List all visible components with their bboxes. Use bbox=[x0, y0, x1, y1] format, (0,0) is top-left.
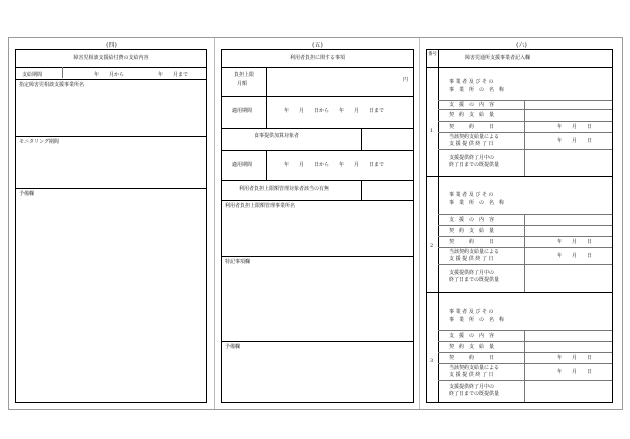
user-burden-table bbox=[221, 49, 414, 403]
office-name-label-2: 事 業 所 の 名 称 bbox=[449, 87, 505, 93]
divider bbox=[438, 149, 612, 150]
support-content-label: 支 援 の 内 容 bbox=[449, 217, 495, 223]
contract-date-value: 年 月 日 bbox=[557, 124, 593, 130]
panel-user-burden bbox=[214, 38, 420, 409]
panel-title: (五) bbox=[312, 42, 323, 49]
end-date-label: 当該契約支給量による bbox=[449, 365, 500, 371]
provider-entry-table bbox=[426, 49, 613, 403]
applicable-period: 年 月 日から 年 月 日まで bbox=[284, 108, 385, 114]
remaining-label: 支援提供終了月中の bbox=[449, 155, 495, 161]
special-label: 特記事項欄 bbox=[225, 259, 251, 265]
manage-office-label: 利用者負担上限額管理事業所名 bbox=[225, 203, 296, 209]
remaining-label: 支援提供終了月中の bbox=[449, 384, 495, 390]
divider bbox=[438, 264, 612, 265]
end-date-value: 年 月 日 bbox=[557, 253, 593, 259]
manage-label: 利用者負担上限額管理対象者該当の有無 bbox=[239, 186, 330, 192]
remaining-label: 支援提供終了月中の bbox=[449, 270, 495, 276]
divider bbox=[524, 100, 525, 176]
benefit-content-table bbox=[15, 49, 207, 403]
end-date-label-2: 支 援 提 供 終 了 日 bbox=[449, 141, 494, 147]
contract-date-value: 年 月 日 bbox=[557, 239, 593, 245]
office-label: 指定障害児相談支援事業所名 bbox=[19, 82, 85, 88]
table-header: 利用者負担に関する事項 bbox=[289, 55, 345, 61]
remaining-label-2: 終了日までの既提供量 bbox=[449, 391, 500, 397]
panel-title: (四) bbox=[106, 42, 117, 49]
period-label: 支給期間 bbox=[22, 72, 43, 78]
monitoring-label: モニタリング期間 bbox=[19, 139, 59, 145]
divider bbox=[438, 132, 612, 133]
contract-amount-label: 契 約 支 給 量 bbox=[449, 112, 495, 118]
entry-number: 1 bbox=[430, 128, 434, 134]
cap-label-2: 月額 bbox=[237, 81, 248, 87]
divider bbox=[438, 121, 612, 122]
cap-unit: 円 bbox=[403, 77, 409, 83]
divider bbox=[16, 79, 206, 80]
divider bbox=[266, 67, 267, 128]
divider bbox=[427, 67, 612, 68]
office-name-label-2: 事 業 所 の 名 称 bbox=[449, 200, 505, 206]
divider bbox=[62, 67, 63, 78]
number-header: 番号 bbox=[428, 52, 437, 57]
applicable-label: 適用期間 bbox=[232, 108, 253, 114]
contract-date-label: 契 約 日 bbox=[449, 239, 495, 245]
divider bbox=[361, 128, 362, 150]
support-content-label: 支 援 の 内 容 bbox=[449, 333, 495, 339]
entry-number: 2 bbox=[430, 243, 434, 249]
divider bbox=[266, 150, 267, 180]
divider bbox=[524, 330, 525, 402]
remarks-label: 予備欄 bbox=[225, 344, 241, 350]
divider bbox=[438, 352, 612, 353]
end-date-value: 年 月 日 bbox=[557, 138, 593, 144]
divider bbox=[222, 256, 413, 257]
divider bbox=[438, 341, 612, 342]
divider bbox=[222, 67, 413, 68]
divider bbox=[16, 67, 206, 68]
divider bbox=[438, 100, 612, 101]
period-from: 年 月から bbox=[94, 72, 125, 78]
panel-benefit-content bbox=[9, 38, 214, 409]
divider bbox=[361, 180, 362, 200]
contract-date-label: 契 約 日 bbox=[449, 355, 495, 361]
cap-label: 負担上限 bbox=[234, 72, 255, 78]
office-name-label: 事 業 者 及 び そ の bbox=[449, 309, 494, 315]
table-header: 障害児通所支援事業者記入欄 bbox=[465, 55, 531, 61]
divider bbox=[222, 96, 413, 97]
panel-title: (六) bbox=[516, 42, 527, 49]
divider bbox=[222, 150, 413, 151]
end-date-label-2: 支 援 提 供 終 了 日 bbox=[449, 372, 494, 378]
divider bbox=[438, 363, 612, 364]
divider bbox=[427, 176, 612, 177]
number-column-divider bbox=[438, 50, 439, 402]
end-date-label-2: 支 援 提 供 終 了 日 bbox=[449, 256, 494, 262]
meal-label: 食事提供加算対象者 bbox=[254, 133, 300, 139]
end-date-label: 当該契約支給量による bbox=[449, 249, 500, 255]
remaining-label-2: 終了日までの既提供量 bbox=[449, 162, 500, 168]
contract-date-value: 年 月 日 bbox=[557, 355, 593, 361]
remaining-label-2: 終了日までの既提供量 bbox=[449, 277, 500, 283]
divider bbox=[427, 292, 612, 293]
support-content-label: 支 援 の 内 容 bbox=[449, 102, 495, 108]
panel-provider-entries bbox=[419, 38, 623, 409]
office-name-label: 事 業 者 及 び そ の bbox=[449, 192, 494, 198]
divider bbox=[438, 214, 612, 215]
applicable-period-2: 年 月 日から 年 月 日まで bbox=[284, 162, 385, 168]
contract-amount-label: 契 約 支 給 量 bbox=[449, 228, 495, 234]
applicable-label-2: 適用期間 bbox=[232, 162, 253, 168]
table-header: 障害児相談支援給付費の支給内容 bbox=[73, 55, 149, 61]
divider bbox=[16, 188, 206, 189]
end-date-label: 当該契約支給量による bbox=[449, 134, 500, 140]
office-name-label: 事 業 者 及 び そ の bbox=[449, 79, 494, 85]
contract-amount-label: 契 約 支 給 量 bbox=[449, 344, 495, 350]
divider bbox=[438, 109, 612, 110]
divider bbox=[222, 200, 413, 201]
divider bbox=[222, 341, 413, 342]
divider bbox=[16, 136, 206, 137]
benefit-certificate-sheet bbox=[8, 37, 623, 410]
divider bbox=[438, 236, 612, 237]
divider bbox=[438, 225, 612, 226]
entry-number: 3 bbox=[430, 358, 434, 364]
divider bbox=[222, 180, 413, 181]
remarks-label: 予備欄 bbox=[19, 191, 35, 197]
divider bbox=[438, 380, 612, 381]
end-date-value: 年 月 日 bbox=[557, 369, 593, 375]
divider bbox=[222, 128, 413, 129]
divider bbox=[524, 214, 525, 292]
divider bbox=[438, 330, 612, 331]
office-name-label-2: 事 業 所 の 名 称 bbox=[449, 317, 505, 323]
period-to: 年 月まで bbox=[158, 72, 189, 78]
divider bbox=[438, 247, 612, 248]
contract-date-label: 契 約 日 bbox=[449, 124, 495, 130]
